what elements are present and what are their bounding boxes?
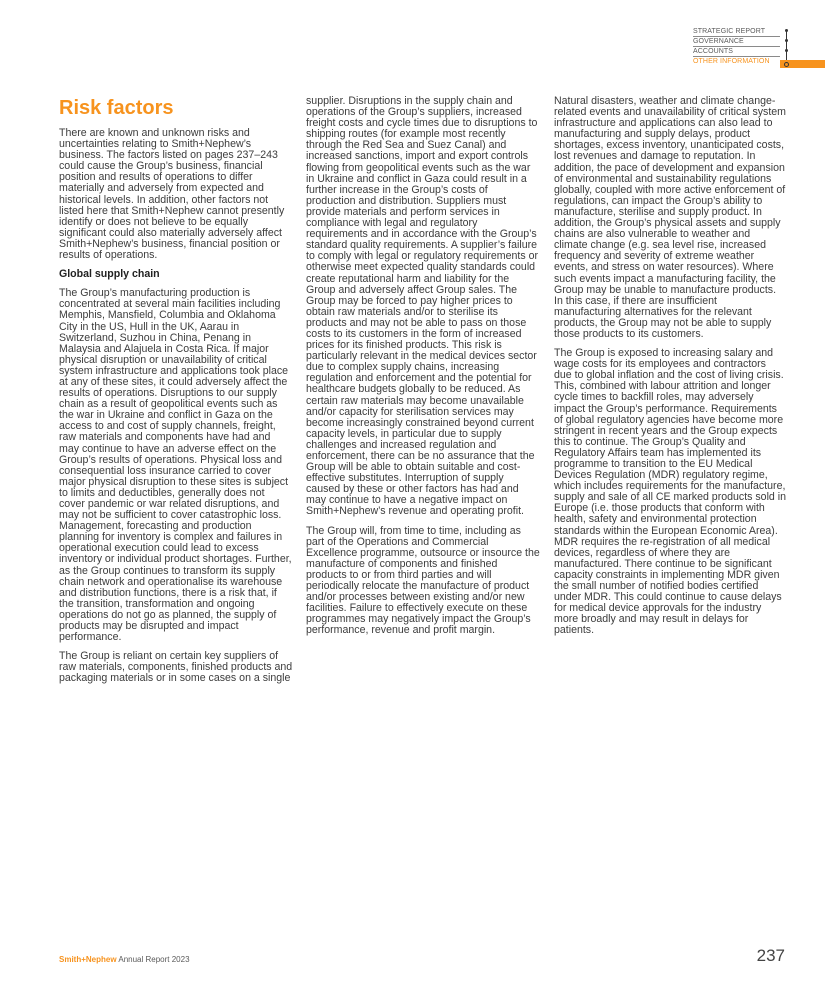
body-paragraph: The Group is reliant on certain key suppliers of raw materials, components, finished products and packaging materials or in some cases on a single	[59, 650, 293, 685]
column-2	[306, 96, 540, 645]
nav-active-indicator	[780, 60, 825, 68]
column-1	[59, 96, 293, 693]
nav-item-strategic-report[interactable]: STRATEGIC REPORT	[693, 27, 780, 37]
footer-brand: Smith+Nephew	[59, 955, 117, 964]
page-title: Risk factors	[59, 97, 174, 119]
body-paragraph: The Group’s manufacturing production is concentrated at several main facilities including Memphis, Mansfield, Columbia and Oklahoma City in the US, Hull in the UK, Aarau in Switzerland, Suzhou in China, Penang in Malaysia and Alajuela in Costa Rica. If major physical disruption or unavailability of critical system infrastructure and applications took place at any of these sites, it could adversely affect the results of operations. Disruptions to our supply chain as a result of geopolitical events such as the war in Ukraine and conflict in Gaza on the access to and cost of supply channels, freight, raw materials and components have had and may continue to have an adverse effect on the Group’s results of operations. Physical loss and consequential loss insurance carried to cover major physical disruption to these sites is subject to limits and deductibles, generally does not cover pandemic or war related disruptions, and may not be sufficient to cover catastrophic loss. Management, forecasting and production planning for inventory is complex and failures in operational execution could lead to excess inventory or individual product shortages. Further, as the Group continues to transform its supply chain network and operationalise its warehouse and distribution functions, there is a risk that, if the transition, transformation and ongoing operations do not go as planned, the supply of products may be disrupted and impact performance.	[59, 287, 292, 644]
nav-dot-icon	[785, 39, 788, 42]
footer-report-title: Annual Report 2023	[118, 955, 190, 964]
body-paragraph: The Group will, from time to time, including as part of the Operations and Commercial Excellence programme, outsource or insource the manufacture of components and finished products to or from third parties and will periodically relocate the manufacture of product and/or processes between existing and/or new facilities. Failure to effectively execute on these programmes may negatively impact the Group’s performance, revenue and profit margin.	[306, 524, 540, 637]
section-heading-global-supply-chain: Global supply chain	[59, 268, 160, 281]
body-paragraph: The Group is exposed to increasing salary and wage costs for its employees and contractors due to global inflation and the cost of living crisis. This, combined with labour attrition and longer cycle times to backfill roles, may adversely impact the Group’s performance. Requirements of global regulatory agencies have become more stringent in recent years and the Group expects this to continue. The Group’s Quality and Regulatory Affairs team has implemented its programme to transition to the EU Medical Devices Regulation (MDR) regulatory regime, which includes requirements for the manufacture, supply and sale of all CE marked products sold in Europe (i.e. those products that conform with health, safety and environmental protection standards within the European Economic Area). MDR requires the re-registration of all medical devices, regardless of where they are manufactured. There continue to be significant capacity constraints in implementing MDR given the small number of notified bodies certified under MDR. This could continue to cause delays for medical device approvals for the industry more broadly and may result in delays for patients.	[554, 347, 787, 637]
nav-item-other-information[interactable]: OTHER INFORMATION	[693, 58, 770, 65]
active-dot-icon	[784, 62, 789, 67]
section-nav	[693, 27, 825, 66]
nav-dot-icon	[785, 49, 788, 52]
nav-item-accounts[interactable]: ACCOUNTS	[693, 47, 780, 57]
nav-dot-icon	[785, 29, 788, 32]
page-number: 237	[756, 946, 785, 965]
nav-timeline-line	[786, 30, 787, 63]
nav-item-governance[interactable]: GOVERNANCE	[693, 37, 780, 47]
body-paragraph: supplier. Disruptions in the supply chain and operations of the Group’s suppliers, increased freight costs and cycle times due to disruptions to shipping routes (for example most recently through the Red Sea and Suez Canal) and increased sanctions, import and export controls flowing from geopolitical events such as the war in Ukraine and conflict in Gaza could result in a further increase in the Group’s costs of production and distribution. Suppliers must provide materials and perform services in compliance with legal and regulatory requirements and in accordance with the Group’s standard quality requirements. A supplier’s failure to comply with legal or regulatory requirements or otherwise meet expected quality standards could create reputational harm and liability for the Group and adversely affect Group sales. The Group may be forced to pay higher prices to obtain raw materials and/or to sterilise its products and may not be able to pass on those costs to its customers in the form of increased prices for its finished products. This risk is particularly relevant in the medical devices sector due to complex supply chains, increasing regulation and enforcement and the potential for healthcare budgets globally to be reduced. As certain raw materials may become unavailable and/or capacity for sterilisation services may become increasingly constrained beyond current capacity levels, in particular due to supply challenges and increased regulation and enforcement, there can be no assurance that the Group will be able to obtain suitable and cost-effective substitutes. Interruption of supply caused by these or other factors has had and may continue to have a negative impact on Smith+Nephew’s revenue and operating profit.	[306, 95, 538, 518]
footer	[59, 955, 190, 964]
body-paragraph: Natural disasters, weather and climate change-related events and unavailability of critical system infrastructure and applications can also lead to manufacturing and supply delays, product shortages, excess inventory, unanticipated costs, lost revenues and damage to reputation. In addition, the pace of development and expansion of environmental and sustainability regulations globally, coupled with more active enforcement of regulations, can impact the Group’s ability to manufacture, sterilise and supply product. In addition, the Group’s physical assets and supply chains are also vulnerable to weather and climate change (e.g. sea level rise, increased frequency and severity of extreme weather events, and stress on water resources). Where such events impact a manufacturing facility, the Group may be unable to manufacture products. In this case, if there are insufficient manufacturing alternatives for the relevant products, the Group may not be able to supply those products to its customers.	[554, 95, 786, 340]
intro-paragraph: There are known and unknown risks and uncertainties relating to Smith+Nephew’s business. The factors listed on pages 237–243 could cause the Group’s business, financial position and results of operations to differ materially and adversely from expected and historical levels. In addition, other factors not listed here that Smith+Nephew cannot presently identify or does not believe to be equally significant could also materially adversely affect Smith+Nephew’s business, financial position or results of operations.	[59, 127, 285, 262]
column-3	[554, 96, 786, 645]
